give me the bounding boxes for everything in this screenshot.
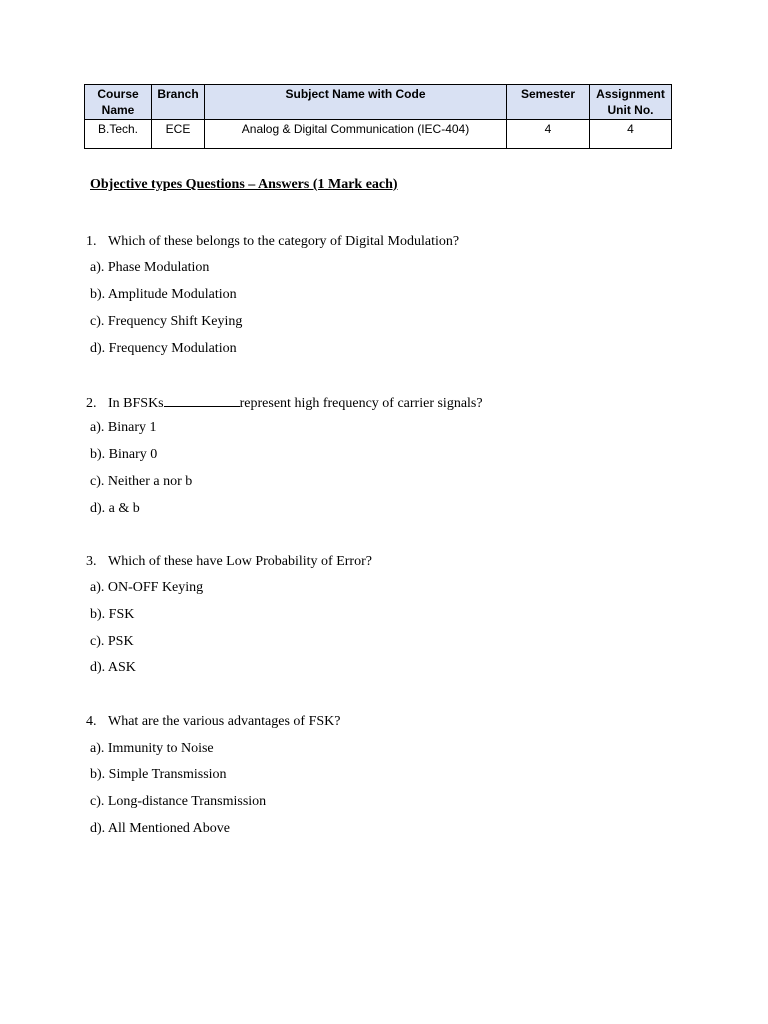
header-subject: Subject Name with Code	[205, 85, 507, 120]
cell-subject: Analog & Digital Communication (IEC-404)	[205, 120, 507, 149]
option-4b: b). Simple Transmission	[90, 767, 227, 782]
header-course-name: Course Name	[85, 85, 152, 120]
course-info-table	[84, 84, 672, 149]
header-assignment-unit: Assignment Unit No.	[590, 85, 672, 120]
option-3d: d). ASK	[90, 660, 136, 675]
question-number: 3.	[86, 554, 97, 569]
option-1d: d). Frequency Modulation	[90, 341, 237, 356]
header-branch: Branch	[152, 85, 205, 120]
cell-course-name: B.Tech.	[85, 120, 152, 149]
question-number: 4.	[86, 714, 97, 729]
section-heading: Objective types Questions – Answers (1 Mark each)	[90, 177, 398, 192]
question-1	[86, 233, 459, 251]
option-3b: b). FSK	[90, 607, 135, 622]
option-4c: c). Long-distance Transmission	[90, 794, 267, 809]
cell-branch: ECE	[152, 120, 205, 149]
question-text-after: represent high frequency of carrier signals?	[239, 396, 483, 411]
question-number: 2.	[86, 396, 97, 411]
question-text: Which of these belongs to the category of Digital Modulation?	[108, 234, 460, 249]
option-2c: c). Neither a nor b	[90, 474, 193, 489]
option-4a: a). Immunity to Noise	[90, 741, 214, 756]
option-4d: d). All Mentioned Above	[90, 821, 230, 836]
option-3c: c). PSK	[90, 634, 134, 649]
header-semester: Semester	[507, 85, 590, 120]
option-1a: a). Phase Modulation	[90, 260, 210, 275]
option-1b: b). Amplitude Modulation	[90, 287, 237, 302]
answer-blank	[164, 393, 240, 407]
table-row	[85, 120, 672, 149]
question-number: 1.	[86, 234, 97, 249]
option-3a: a). ON-OFF Keying	[90, 580, 204, 595]
option-2d: d). a & b	[90, 501, 140, 516]
question-4	[86, 713, 340, 731]
option-2a: a). Binary 1	[90, 420, 157, 435]
question-2	[86, 393, 483, 413]
option-2b: b). Binary 0	[90, 447, 158, 462]
cell-semester: 4	[507, 120, 590, 149]
question-text: Which of these have Low Probability of Error?	[108, 554, 372, 569]
question-text-before: In BFSKs	[108, 396, 164, 411]
question-text: What are the various advantages of FSK?	[108, 714, 341, 729]
option-1c: c). Frequency Shift Keying	[90, 314, 243, 329]
question-3	[86, 553, 372, 571]
table-header-row	[85, 85, 672, 120]
cell-assignment-unit: 4	[590, 120, 672, 149]
